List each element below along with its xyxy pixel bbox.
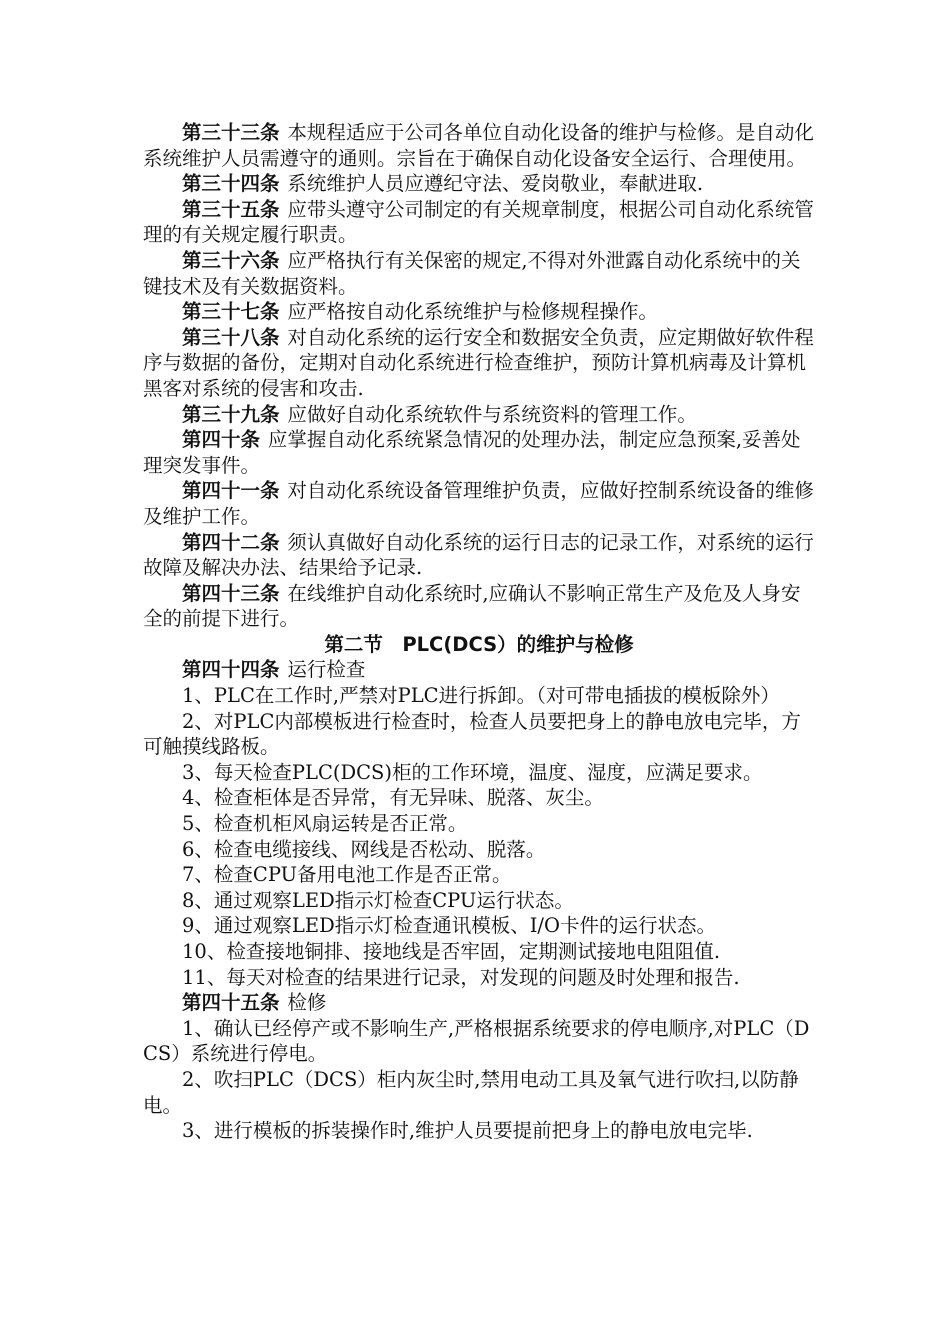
article-35 <box>143 197 815 248</box>
article-45-header <box>143 990 815 1016</box>
list-item: 3、每天检查PLC(DCS)柜的工作环境，温度、湿度，应满足要求。 <box>182 760 763 784</box>
list-item: 2、对PLC内部模板进行检查时，检查人员要把身上的静电放电完毕，方可触摸线路板。 <box>143 709 801 759</box>
article-44-header <box>143 657 815 683</box>
article-number: 第三十四条 <box>182 172 280 196</box>
article-41 <box>143 478 815 529</box>
article-number: 第三十七条 <box>182 300 280 324</box>
article-number: 第四十条 <box>182 428 261 452</box>
list-item: 4、检查柜体是否异常，有无异味、脱落、灰尘。 <box>182 786 604 810</box>
article-42 <box>143 530 815 581</box>
list-item: 1、PLC在工作时,严禁对PLC进行拆卸。（对可带电插拔的模板除外） <box>182 684 780 708</box>
section-heading: 第二节 PLC(DCS）的维护与检修 <box>324 632 634 656</box>
article-number: 第四十三条 <box>182 581 280 605</box>
list-item: 10、检查接地铜排、接地线是否牢固，定期测试接地电阻阻值. <box>182 940 721 963</box>
article-text: 须认真做好自动化系统的运行日志的记录工作，对系统的运行故障及解决办法、结果给予记录. <box>143 530 814 580</box>
article-text: 对自动化系统设备管理维护负责，应做好控制系统设备的维修及维护工作。 <box>143 479 814 528</box>
list-item: 11、每天对检查的结果进行记录，对发现的问题及时处理和报告. <box>182 965 740 989</box>
article-text: 对自动化系统的运行安全和数据安全负责，应定期做好软件程序与数据的备份，定期对自动化系统进行检查维护，预防计算机病毒及计算机黑客对系统的侵害和攻击. <box>143 325 814 400</box>
article-36 <box>143 248 815 299</box>
list-item: 7、检查CPU备用电池工作是否正常。 <box>182 863 512 887</box>
article-37 <box>143 299 815 325</box>
article-text: 应严格执行有关保密的规定,不得对外泄露自动化系统中的关键技术及有关数据资料。 <box>143 248 801 298</box>
list-item: 5、检查机柜风扇运转是否正常。 <box>182 812 468 836</box>
article-text: 系统维护人员应遵纪守法、爱岗敬业，奉献进取. <box>287 172 704 196</box>
article-text: 在线维护自动化系统时,应确认不影响正常生产及危及人身安全的前提下进行。 <box>143 581 801 631</box>
article-39 <box>143 402 815 428</box>
article-number: 第三十六条 <box>182 248 280 272</box>
article-33 <box>143 120 815 171</box>
article-title: 检修 <box>287 991 327 1015</box>
article-number: 第三十九条 <box>182 402 280 426</box>
article-38 <box>143 325 815 402</box>
article-43 <box>143 581 815 632</box>
list-item: 8、通过观察LED指示灯检查CPU运行状态。 <box>182 888 574 912</box>
article-title: 运行检查 <box>287 658 366 682</box>
article-34 <box>143 171 815 197</box>
article-number: 第三十三条 <box>182 121 280 144</box>
document-page <box>143 120 815 1144</box>
article-number: 第三十八条 <box>182 325 280 349</box>
article-text: 应带头遵守公司制定的有关规章制度，根据公司自动化系统管理的有关规定履行职责。 <box>143 197 814 247</box>
article-number: 第四十一条 <box>182 479 280 503</box>
article-text: 本规程适应于公司各单位自动化设备的维护与检修。是自动化系统维护人员需遵守的通则。宗旨在于确保自动化设备安全运行、合理使用。 <box>143 121 814 170</box>
list-item: 1、确认已经停产或不影响生产,严格根据系统要求的停电顺序,对PLC（DCS）系统进行停电。 <box>143 1016 810 1066</box>
article-40 <box>143 427 815 478</box>
list-item: 9、通过观察LED指示灯检查通讯模板、I/O卡件的运行状态。 <box>182 914 716 938</box>
article-number: 第四十四条 <box>182 658 280 682</box>
article-number: 第三十五条 <box>182 197 280 221</box>
article-text: 应严格按自动化系统维护与检修规程操作。 <box>287 300 658 324</box>
list-item: 3、进行模板的拆装操作时,维护人员要提前把身上的静电放电完毕. <box>182 1119 753 1143</box>
article-number: 第四十二条 <box>182 530 280 554</box>
article-text: 应做好自动化系统软件与系统资料的管理工作。 <box>287 402 697 426</box>
list-item: 2、吹扫PLC（DCS）柜内灰尘时,禁用电动工具及氧气进行吹扫,以防静电。 <box>143 1067 799 1117</box>
article-number: 第四十五条 <box>182 991 280 1015</box>
article-text: 应掌握自动化系统紧急情况的处理办法，制定应急预案,妥善处理突发事件。 <box>143 428 801 477</box>
list-item: 6、检查电缆接线、网线是否松动、脱落。 <box>182 837 546 861</box>
